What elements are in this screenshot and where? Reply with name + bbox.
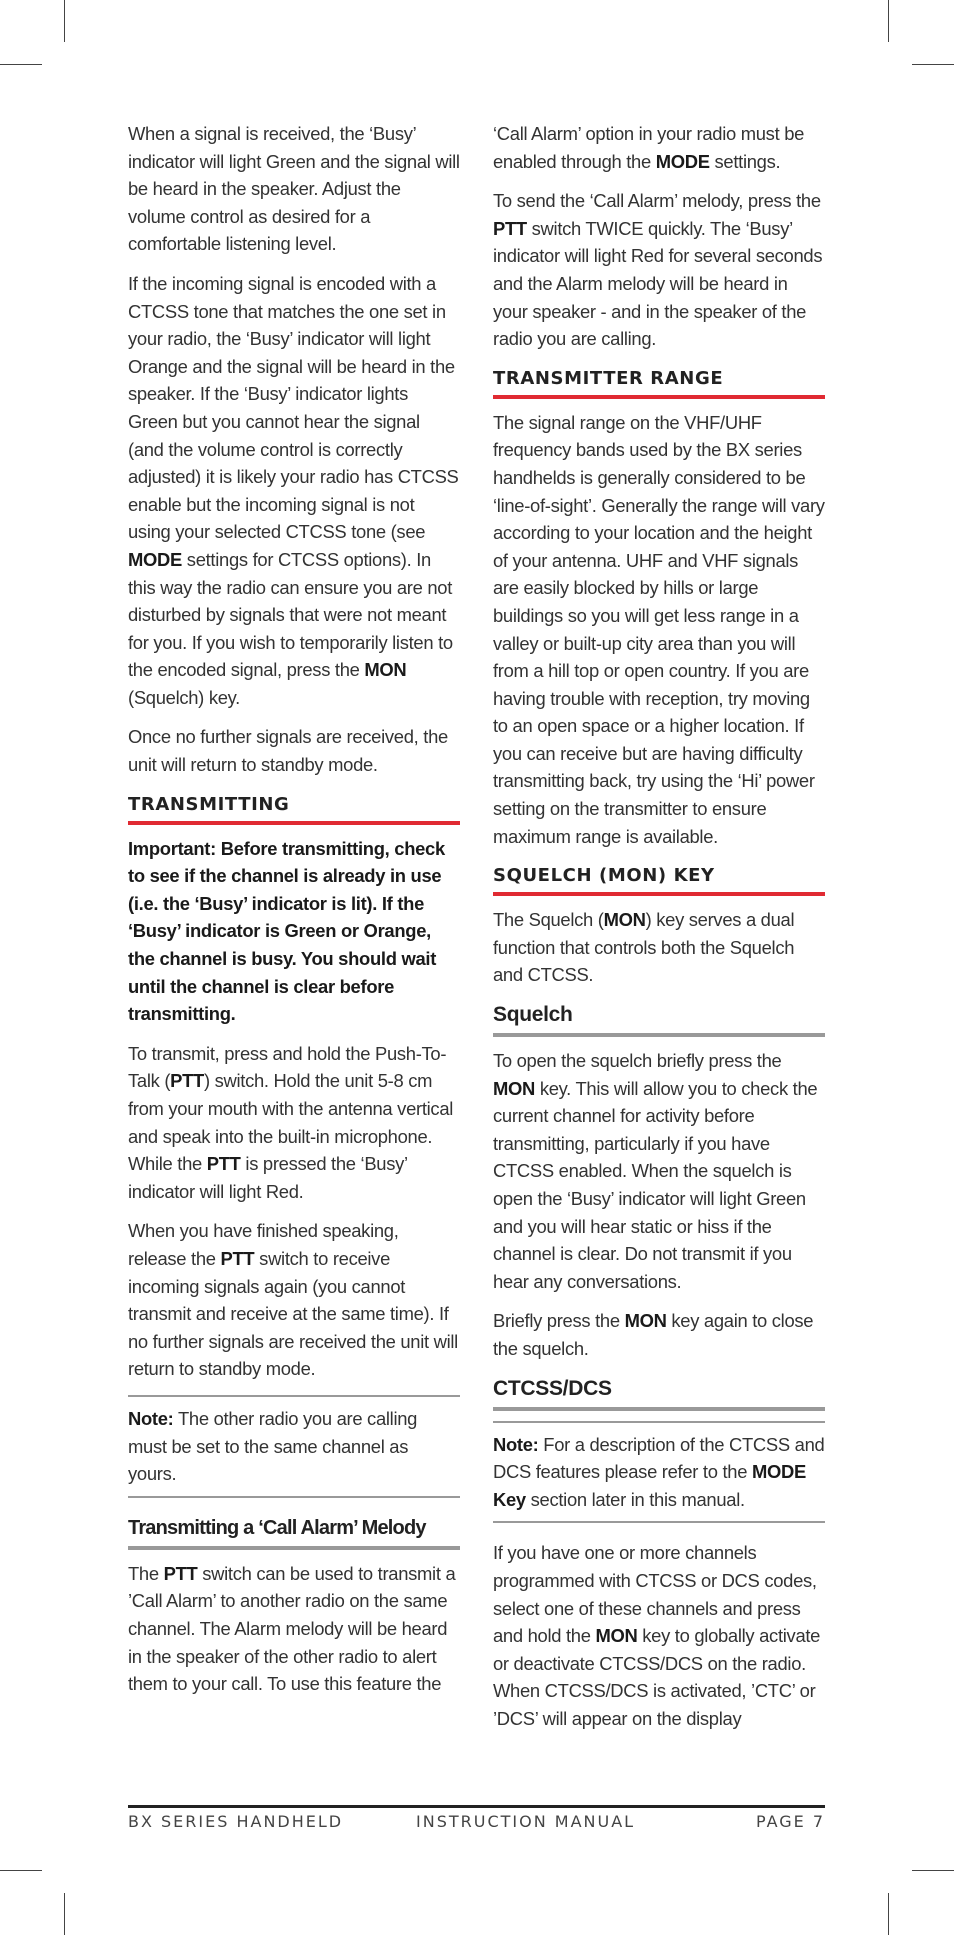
paragraph-send-call-alarm: To send the ‘Call Alarm’ melody, press the PTT switch TWICE quickly. The ‘Busy’ indicator will light Red for several seconds and the Alarm melody will be heard in your speaker - and in the speaker of the radio you are calling. — [493, 190, 823, 350]
paragraph-call-alarm: The PTT switch can be used to transmit a ’Call Alarm’ to another radio on the same channel. The Alarm melody will be heard in the speaker of the other radio to alert them to your call. To use this feature the — [128, 1562, 456, 1695]
left-column — [128, 120, 460, 1710]
note-same-channel: Note: The other radio you are calling must be set to the same channel as yours. — [128, 1395, 460, 1498]
paragraph-range: The signal range on the VHF/UHF frequency bands used by the BX series handhelds is generally considered to be ‘line-of-sight’. Generally the range will vary according to your location and the height of your antenna. UHF and VHF signals are easily blocked by hills or large buildings so you will get less range in a valley or built-up city area than you will from a hill top or open country. If you are having trouble with reception, try moving to an open space or a higher location. If you can receive but are having difficulty transmitting back, try using the ‘Hi’ power setting on the transmitter to ensure maximum range is available. — [493, 411, 825, 847]
heading-squelch: Squelch — [493, 1001, 825, 1037]
footer-page-number: PAGE 7 — [755, 1812, 825, 1831]
paragraph-busy-green: When a signal is received, the ‘Busy’ indicator will light Green and the signal will be heard in the speaker. Adjust the volume control as desired for a comfortable listening level. — [128, 123, 460, 255]
heading-transmitter-range: TRANSMITTER RANGE — [493, 365, 825, 399]
paragraph-call-alarm-mode: ‘Call Alarm’ option in your radio must be enabled through the MODE settings. — [493, 123, 805, 172]
heading-squelch-mon-key: SQUELCH (MON) KEY — [493, 862, 825, 896]
crop-mark — [64, 1893, 65, 1935]
footer-series: BX SERIES HANDHELD — [128, 1812, 344, 1831]
crop-mark — [912, 64, 954, 65]
crop-mark — [64, 0, 65, 42]
paragraph-ctcss-activate: If you have one or more channels programmed with CTCSS or DCS codes, select one of these channels and press and hold the MON key to globally activate or deactivate CTCSS/DCS on the radio. When CTCSS/DCS is activated, ’CTC’ or ’DCS’ will appear on the display — [493, 1542, 821, 1729]
heading-ctcss-dcs: CTCSS/DCS — [493, 1375, 825, 1411]
footer-manual: INSTRUCTION MANUAL — [416, 1812, 636, 1831]
paragraph-transmit-howto: To transmit, press and hold the Push-To-Talk (PTT) switch. Hold the unit 5-8 cm from your mouth with the antenna vertical and speak into the built-in microphone. While the PTT is pressed the ‘Busy’ indicator will light Red. — [128, 1042, 454, 1202]
crop-mark — [0, 64, 42, 65]
heading-transmitting: TRANSMITTING — [128, 791, 460, 825]
note-ctcss-description: Note: For a description of the CTCSS and DCS features please refer to the MODE Key section later in this manual. — [493, 1421, 825, 1524]
right-column — [493, 120, 825, 1745]
paragraph-open-squelch: To open the squelch briefly press the MON key. This will allow you to check the current channel for activity before transmitting, particularly if you have CTCSS enabled. When the squelch is open the ‘Busy’ indicator will light Green and you will hear static or hiss if the channel is clear. Do not transmit if you hear any conversations. — [493, 1050, 818, 1292]
crop-mark — [888, 1893, 889, 1935]
paragraph-finished-speaking: When you have finished speaking, release the PTT switch to receive incoming signals again (you cannot transmit and receive at the same time). If no further signals are received the unit will return to standby mode. — [128, 1220, 458, 1380]
paragraph-ctcss-incoming: If the incoming signal is encoded with a CTCSS tone that matches the one set in your radio, the ‘Busy’ indicator will light Orange and the signal will be heard in the speaker. If the ‘Busy’ indicator lights Green but you cannot hear the signal (and the volume control is correctly adjusted) it is likely your radio has CTCSS enable but the incoming signal is not using your selected CTCSS tone (see MODE settings for CTCSS options). In this way the radio can ensure you are not disturbed by signals that were not meant for you. If you wish to temporarily listen to the encoded signal, press the MON (Squelch) key. — [128, 272, 459, 708]
crop-mark — [912, 1870, 954, 1871]
crop-mark — [0, 1870, 42, 1871]
paragraph-squelch-key: The Squelch (MON) key serves a dual function that controls both the Squelch and CTCSS. — [493, 909, 795, 986]
paragraph-standby: Once no further signals are received, the unit will return to standby mode. — [128, 726, 448, 776]
paragraph-close-squelch: Briefly press the MON key again to close the squelch. — [493, 1310, 814, 1359]
footer-rule — [128, 1805, 825, 1808]
crop-mark — [888, 0, 889, 42]
heading-call-alarm: Transmitting a ‘Call Alarm’ Melody — [128, 1514, 460, 1550]
important-notice: Important: Before transmitting, check to see if the channel is already in use (i.e. the ‘Busy’ indicator is lit). If the ‘Busy’ indicator is Green or Orange, the channel is busy. You should wait until the channel is clear before transmitting. — [128, 837, 445, 1025]
